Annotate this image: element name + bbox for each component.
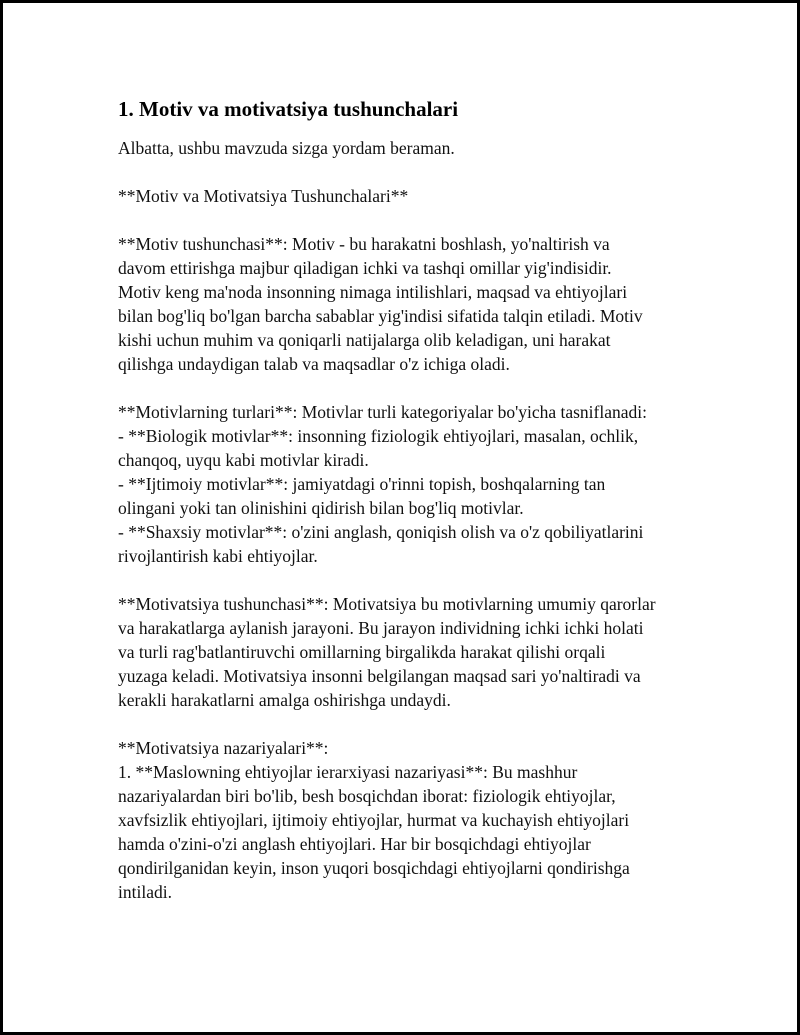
motive-types-paragraph: **Motivlarning turlari**: Motivlar turli kategoriyalar bo'yicha tasniflanadi: - **Biologik motivlar**: insonning fiziologik ehtiyojlari, masalan, ochlik, chanqoq, uyqu kabi motivlar kiradi. - **Ijtimoiy motivlar**: jamiyatdagi o'rinni topish, boshqalarning tan olingani yoki tan olinishini qidirish bilan bog'liq motivlar. - **Shaxsiy motivlar**: o'zini anglash, qoniqish olish va o'z qobiliyatlarini rivojlantirish kabi ehtiyojlar.: [118, 402, 647, 566]
motiv-paragraph: **Motiv tushunchasi**: Motiv - bu harakatni boshlash, yo'naltirish va davom ettirishga majbur qiladigan ichki va tashqi omillar yig'indisidir. Motiv keng ma'noda insonning nimaga intilishlari, maqsad va ehtiyojlari bilan bog'liq bo'lgan barcha sabablar yig'indisi sifatida talqin etiladi. Motiv kishi uchun muhim va qoniqarli natijalarga olib keladigan, uni harakat qilishga undaydigan talab va maqsadlar o'z ichiga oladi.: [118, 234, 643, 374]
motivation-paragraph: **Motivatsiya tushunchasi**: Motivatsiya bu motivlarning umumiy qarorlar va harakatlarga aylanish jarayoni. Bu jarayon individning ichki ichki holati va turli rag'batlantiruvchi omillarning birgalikda harakat qilishi orqali yuzaga keladi. Motivatsiya insonni belgilangan maqsad sari yo'naltiradi va kerakli harakatlarni amalga oshirishga undaydi.: [118, 594, 656, 710]
document-content: [118, 96, 698, 904]
section-title: **Motiv va Motivatsiya Tushunchalari**: [118, 186, 409, 206]
motivation-theories-paragraph: **Motivatsiya nazariyalari**: 1. **Maslowning ehtiyojlar ierarxiyasi nazariyasi**: Bu mashhur nazariyalardan biri bo'lib, besh bosqichdan iborat: fiziologik ehtiyojlar, xavfsizlik ehtiyojlari, ijtimoiy ehtiyojlar, hurmat va kuchayish ehtiyojlari hamda o'zini-o'zi anglash ehtiyojlari. Har bir bosqichdagi ehtiyojlar qondirilganidan keyin, inson yuqori bosqichdagi ehtiyojlarni qondirishga intiladi.: [118, 738, 630, 902]
intro-paragraph: Albatta, ushbu mavzuda sizga yordam beraman.: [118, 138, 455, 158]
document-heading: 1. Motiv va motivatsiya tushunchalari: [118, 97, 459, 121]
